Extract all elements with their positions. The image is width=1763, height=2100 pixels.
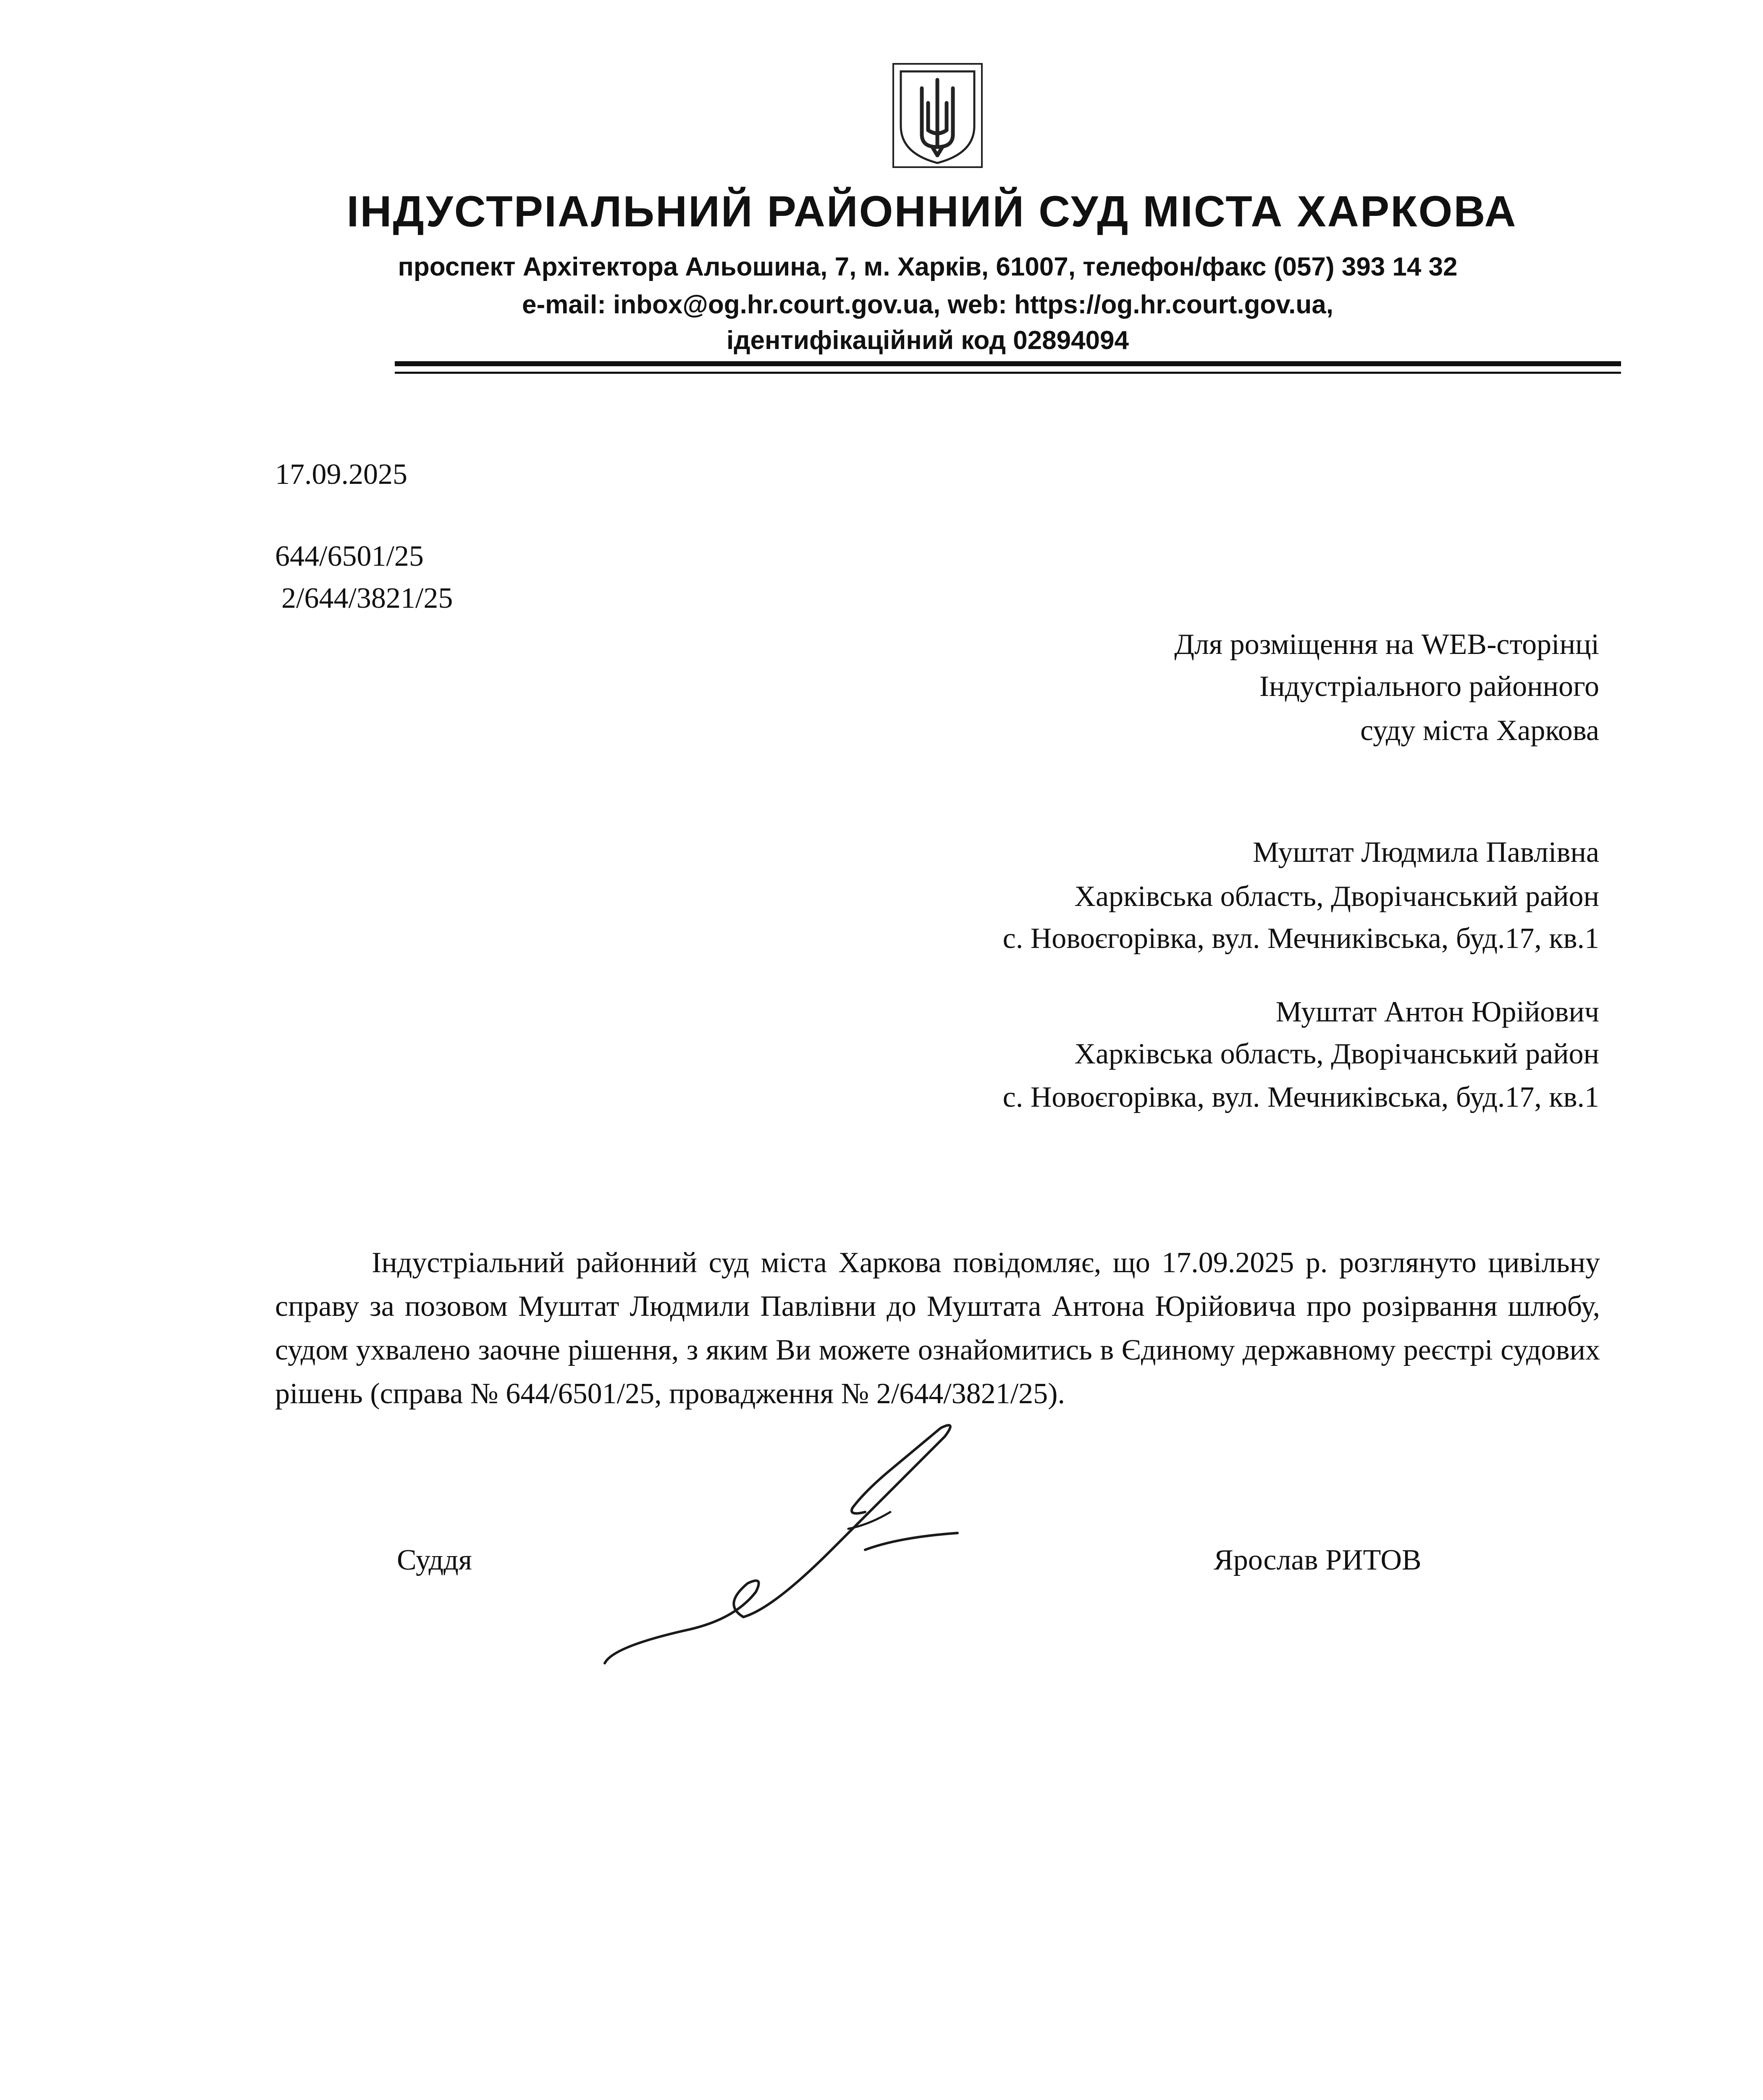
addressee-1-region: Харківська область, Дворічанський район xyxy=(1074,880,1599,913)
proceeding-number: 2/644/3821/25 xyxy=(281,582,453,614)
signature-role: Суддя xyxy=(397,1544,472,1576)
notice-body-text: Індустріальний районний суд міста Харкова повідомляє, що 17.09.2025 р. розглянуто цивільну справу за позовом Муштат Людмили Павлівни до Муштата Антона Юрійовича про розірвання шлюбу, судом ухвалено заочне рішення, з яким Ви можете ознайомитись в Єдиному державному реєстрі судових рішень (справа № 644/6501/25, провадження № 2/644/3821/25). xyxy=(275,1247,1600,1410)
case-number: 644/6501/25 xyxy=(275,540,424,572)
header-divider-thin xyxy=(395,372,1621,374)
coat-of-arms-icon xyxy=(892,63,983,168)
court-contacts: e-mail: inbox@og.hr.court.gov.ua, web: https://og.hr.court.gov.ua, xyxy=(522,290,1333,319)
court-address: проспект Архітектора Альошина, 7, м. Харків, 61007, телефон/факс (057) 393 14 32 xyxy=(398,252,1458,281)
publication-line-1: Для розміщення на WEB-сторінці xyxy=(1174,628,1599,661)
header-divider xyxy=(395,361,1621,366)
addressee-1-name: Муштат Людмила Павлівна xyxy=(1253,836,1599,869)
addressee-1-address: с. Новоєгорівка, вул. Мечниківська, буд.17, кв.1 xyxy=(1002,922,1599,955)
signature-name: Ярослав РИТОВ xyxy=(1214,1544,1422,1576)
addressee-2-region: Харківська область, Дворічанський район xyxy=(1074,1038,1599,1070)
letter-date: 17.09.2025 xyxy=(275,458,407,491)
publication-line-3: суду міста Харкова xyxy=(1360,714,1599,747)
court-id-code: ідентифікаційний код 02894094 xyxy=(726,326,1129,355)
handwritten-signature xyxy=(596,1411,1067,1672)
addressee-2-name: Муштат Антон Юрійович xyxy=(1275,996,1599,1028)
publication-line-2: Індустріального районного xyxy=(1259,670,1599,703)
addressee-2-address: с. Новоєгорівка, вул. Мечниківська, буд.17, кв.1 xyxy=(1002,1081,1599,1113)
court-name-heading: ІНДУСТРІАЛЬНИЙ РАЙОННИЙ СУД МІСТА ХАРКОВА xyxy=(346,187,1517,236)
notice-body xyxy=(275,1241,1600,1416)
